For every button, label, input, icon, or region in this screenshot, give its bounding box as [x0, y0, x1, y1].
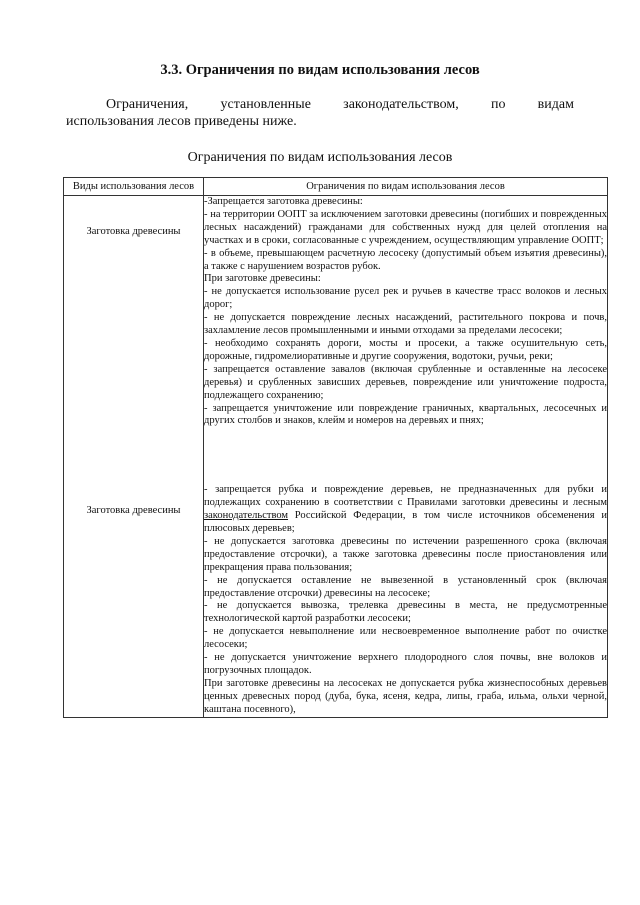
- use-type-label-1: Заготовка древесины: [86, 226, 181, 237]
- restriction-line: - не допускается уничтожение верхнего плодородного слоя почвы, вне волоков и погрузочных площадок.: [204, 652, 607, 676]
- restriction-line: - запрещается оставление завалов (включая срубленные и оставленные на лесосеке деревья) и срубленных зависших деревьев, повреждение или уничтожение подроста, подлежащего сохранению;: [204, 363, 607, 401]
- restrictions-cell: [204, 196, 608, 718]
- restriction-line: При заготовке древесины:: [204, 273, 321, 285]
- restriction-line: [204, 484, 607, 536]
- legislation-link[interactable]: законодательством: [204, 510, 289, 522]
- restriction-text: Российской Федерации, в том числе источников обсеменения и плюсовых деревьев;: [204, 510, 607, 535]
- restriction-line: -Запрещается заготовка древесины:: [204, 196, 363, 207]
- restriction-line: - необходимо сохранять дороги, мосты и просеки, а также осушительную сеть, дорожные, гидромелиоративные и другие сооружения, водотоки, ручьи, реки;: [204, 337, 607, 362]
- restriction-line: - запрещается уничтожение или повреждение граничных, квартальных, лесосечных и других столбов и знаков, клейм и номеров на деревьях и пнях;: [204, 402, 607, 427]
- table-row: [64, 196, 608, 718]
- header-restrictions: Ограничения по видам использования лесов: [204, 178, 608, 196]
- use-type-label-2: Заготовка древесины: [86, 505, 181, 516]
- restriction-line: - не допускается невыполнение или несвоевременное выполнение работ по очистке лесосеки;: [204, 626, 607, 651]
- restriction-line: - не допускается повреждение лесных насаждений, растительного покрова и почв, захламление лесов промышленными и иными отходами за пределами лесосеки;: [204, 312, 607, 337]
- intro-line-1: Ограничения, установленные законодательством, по видам: [106, 97, 574, 112]
- restriction-line: - не допускается заготовка древесины по истечении разрешенного срока (включая предоставление отсрочки), а также заготовка древесины после приостановления или прекращения права пользования;: [204, 535, 607, 573]
- blank-gap: [204, 428, 607, 484]
- section-heading: 3.3. Ограничения по видам использования лесов: [160, 62, 480, 78]
- intro-line-2: использования лесов приведены ниже.: [66, 114, 297, 129]
- table-header-row: [64, 178, 608, 196]
- header-use-type: Виды использования лесов: [64, 178, 204, 196]
- table-caption: Ограничения по видам использования лесов: [187, 150, 453, 165]
- restriction-line: - в объеме, превышающем расчетную лесосеку (допустимый объем изъятия древесины), а также с нарушением возрастов рубок.: [204, 247, 607, 272]
- restriction-line: - не допускается оставление не вывезенной в установленный срок (включая предоставление отсрочки) древесины на лесосеке;: [204, 574, 607, 599]
- restriction-line: - не допускается вывозка, трелевка древесины в места, не предусмотренные технологической картой разработки лесосеки;: [204, 600, 607, 625]
- restriction-line: - не допускается использование русел рек и ручьев в качестве трасс волоков и лесных дорог;: [204, 286, 607, 311]
- intro-paragraph: [66, 96, 574, 130]
- restriction-line: - на территории ООПТ за исключением заготовки древесины (погибших и поврежденных лесных насаждений) гражданами для собственных нужд для целей отопления на участках и в сроки, согласованные с учреждением, осуществляющим управление ООПТ;: [204, 208, 607, 246]
- restriction-text: - запрещается рубка и повреждение деревьев, не предназначенных для рубки и подлежащих сохранению в соответствии с Правилами заготовки древесины и лесным: [204, 484, 607, 509]
- restriction-line: При заготовке древесины на лесосеках не допускается рубка жизнеспособных деревьев ценных древесных пород (дуба, бука, ясеня, кедра, липы, граба, ильма, ольхи черной, каштана посевного),: [204, 677, 607, 715]
- use-type-cell: [64, 196, 204, 718]
- restrictions-table: [63, 177, 608, 718]
